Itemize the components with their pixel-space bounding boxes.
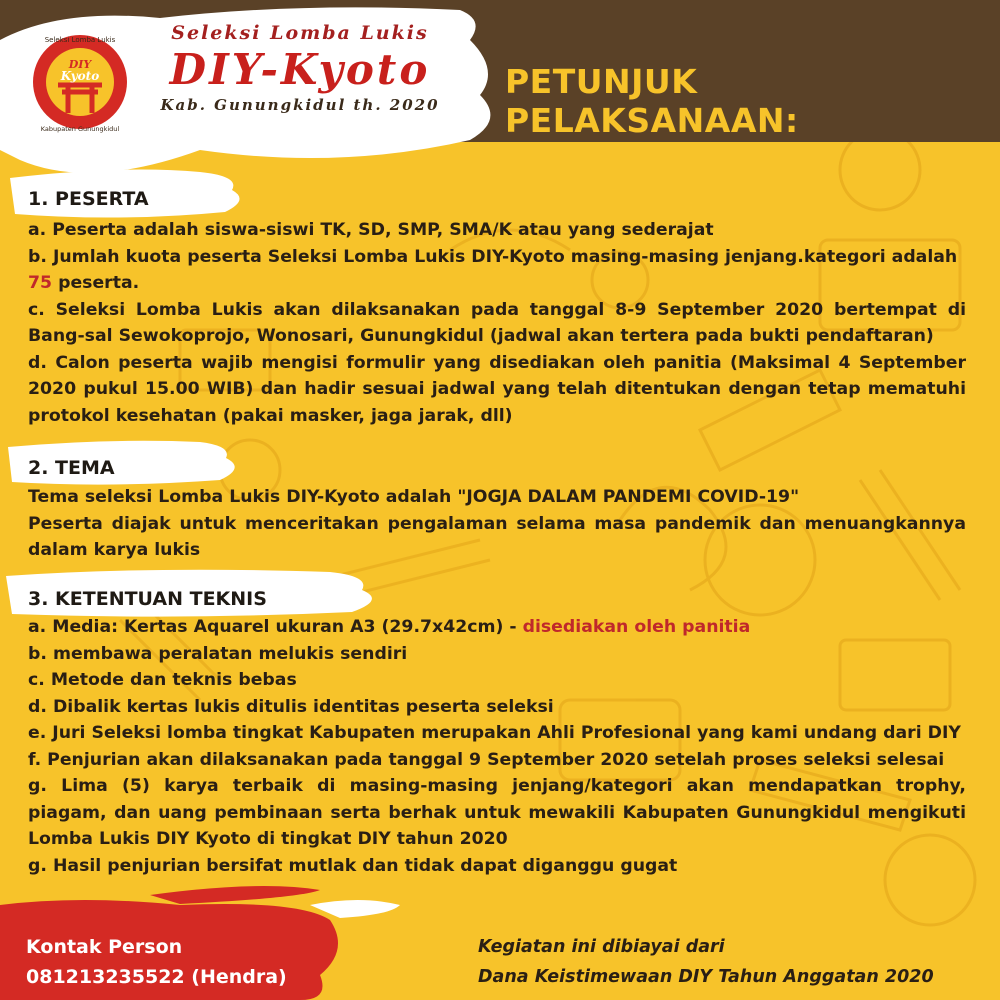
funding-line1: Kegiatan ini dibiayai dari [478, 937, 725, 957]
section-heading-tema: 2. TEMA [28, 457, 115, 479]
seal-top-text: Seleksi Lomba Lukis [44, 36, 116, 44]
peserta-item-b [28, 244, 966, 297]
section-tema-body [28, 484, 966, 564]
contact-info [26, 932, 287, 992]
section-heading-peserta: 1. PESERTA [28, 188, 149, 210]
seal-mid2: Kyoto [60, 69, 100, 83]
teknis-item-d: d. Dibalik kertas lukis ditulis identitas peserta seleksi [28, 696, 554, 717]
section-heading-teknis: 3. KETENTUAN TEKNIS [28, 588, 267, 610]
teknis-item-g1: g. Lima (5) karya terbaik di masing-masing jenjang/kategori akan mendapatkan trophy, piagam, dan uang pembinaan serta berhak untuk mewakili Kabupaten Gunungkidul mengikuti Lomba Lukis DIY Kyoto di tingkat DIY tahun 2020 [28, 776, 966, 849]
logo-line1: Seleksi Lomba Lukis [171, 22, 429, 44]
teknis-item-e: e. Juri Seleksi lomba tingkat Kabupaten merupakan Ahli Profesional yang kami undang dari DIY [28, 723, 961, 743]
footer-red-streak [150, 886, 320, 904]
peserta-item-a: a. Peserta adalah siswa-siswi TK, SD, SMP, SMA/K atau yang sederajat [28, 220, 714, 240]
tema-line2: Peserta diajak untuk menceritakan pengalaman selama masa pandemik dan menuangkannya dalam karya lukis [28, 513, 966, 560]
teknis-item-a-highlight: disediakan oleh panitia [522, 617, 751, 637]
peserta-quota-number: 75 [28, 273, 53, 293]
seal-bottom-text: Kabupaten Gunungkidul [40, 125, 120, 133]
peserta-item-b-end: peserta. [52, 273, 140, 293]
logo-line3: Kab. Gunungkidul th. 2020 [160, 96, 440, 114]
peserta-item-b-text: b. Jumlah kuota peserta Seleksi Lomba Lukis DIY-Kyoto masing-masing jenjang.kategori adalah [28, 246, 958, 267]
teknis-item-f: f. Penjurian akan dilaksanakan pada tanggal 9 September 2020 setelah proses seleksi selesai [28, 749, 945, 770]
logo-line2: DIY-Kyoto [169, 45, 431, 94]
event-logo-text [150, 22, 450, 114]
kyoto-seal-logo [28, 30, 132, 134]
funding-line2: Dana Keistimewaan DIY Tahun Anggatan 2020 [478, 967, 934, 987]
tema-line1: Tema seleksi Lomba Lukis DIY-Kyoto adalah "JOGJA DALAM PANDEMI COVID-19" [28, 487, 800, 507]
contact-phone: 081213235522 (Hendra) [26, 966, 287, 988]
teknis-item-c: c. Metode dan teknis bebas [28, 670, 297, 690]
teknis-item-a [28, 614, 966, 641]
page-title: PETUNJUK PELAKSANAAN: [505, 62, 799, 140]
peserta-item-d: d. Calon peserta wajib mengisi formulir yang disediakan oleh panitia (Maksimal 4 September 2020 pukul 15.00 WIB) dan hadir sesuai jadwal yang telah ditentukan dengan tetap mematuhi protokol kesehatan (pakai masker, jaga jarak, dll) [28, 352, 966, 426]
contact-label: Kontak Person [26, 936, 183, 958]
section-peserta-body [28, 217, 966, 429]
section-teknis-body [28, 614, 966, 879]
teknis-item-g2: g. Hasil penjurian bersifat mutlak dan tidak dapat diganggu gugat [28, 855, 678, 876]
teknis-item-b: b. membawa peralatan melukis sendiri [28, 643, 408, 664]
teknis-item-a-text: a. Media: Kertas Aquarel ukuran A3 (29.7x42cm) - [28, 617, 523, 637]
funding-note [478, 932, 934, 992]
seal-mid1: DIY [68, 58, 92, 71]
peserta-item-c: c. Seleksi Lomba Lukis akan dilaksanakan pada tanggal 8-9 September 2020 bertempat di Bang-sal Sewokoprojo, Wonosari, Gunungkidul (jadwal akan tertera pada bukti pendaftaran) [28, 299, 966, 346]
footer-white-streak [310, 900, 400, 918]
